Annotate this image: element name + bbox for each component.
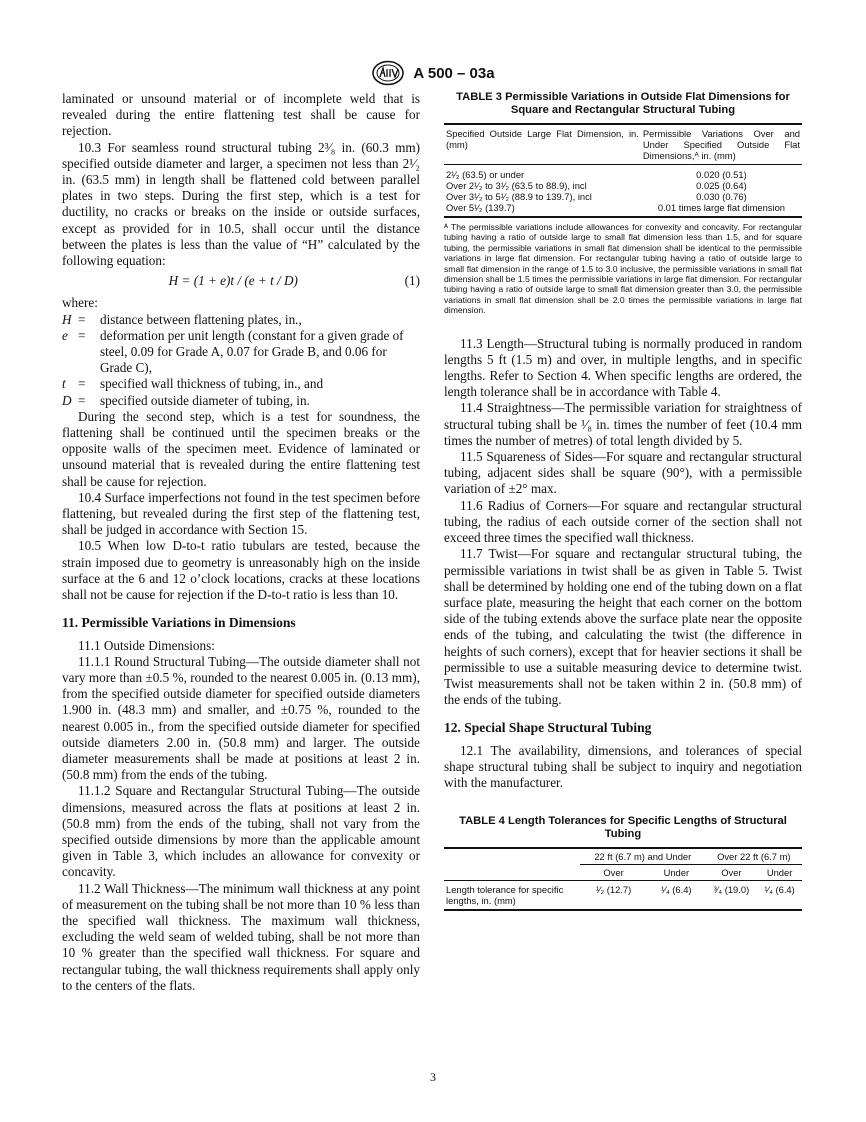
table-4-sub-header: Over xyxy=(580,865,647,881)
paragraph-11-3: 11.3 Length—Structural tubing is normally produced in random lengths 5 ft (1.5 m) and over, in multiple lengths, and in specific lengths. Refer to Section 4. When specific lengths are ordered, the length tolerance shall be in accordance with Table 4. xyxy=(444,335,802,400)
section-12-heading: 12. Special Shape Structural Tubing xyxy=(444,720,652,736)
table-row: 2¹⁄₂ (63.5) or under 0.020 (0.51) xyxy=(446,169,747,180)
paragraph-11-2: 11.2 Wall Thickness—The minimum wall thickness at any point of measurement on the tubing shall be not more than 10 % less than the specified wall thickness. The maximum wall thickness, excluding the weld seam of welded tubing, shall be not more than 10 % greater than the specified wall thickness. For square and rectangular tubing, the wall thickness requirements shall apply only to the centers of the flats. xyxy=(62,880,420,993)
paragraph-10-5: 10.5 When low D-to-t ratio tubulars are tested, because the strain imposed due to geometry is unreasonably high on the inside surface at the 6 and 12 o’clock locations, cracks at these locations shall not be cause for rejection if the D-to-t ratio is less than 10. xyxy=(62,538,420,603)
paragraph-11-7: 11.7 Twist—For square and rectangular structural tubing, the permissible variations in twist shall be as given in Table 5. Twist shall be determined by holding one end of the tubing down on a flat surface plate, measuring the height that each corner on the bottom side of the tubing extends above the surface plate near the opposite ends of the tubing, and calculating the twist (the difference in heights of such corners), except that for heavier sections it shall be permissible to use a suitable measuring device to determine twist. Twist measurements shall not be taken within 2 in. (50.8 mm) of the ends of the tubing. xyxy=(444,546,802,708)
paragraph-12-1: 12.1 The availability, dimensions, and tolerances of special shape structural tubing shall be subject to inquiry and negotiation with the manufacturer. xyxy=(444,742,802,790)
page-number: 3 xyxy=(430,1070,436,1084)
table-row: Over 5¹⁄₂ (139.7) 0.01 times large flat dimension xyxy=(446,202,786,213)
left-column xyxy=(62,91,420,994)
equation-1 xyxy=(62,273,420,289)
page-header xyxy=(0,60,866,86)
table-3-title: TABLE 3 Permissible Variations in Outside Flat Dimensions for Square and Rectangular Structural Tubing xyxy=(456,91,790,116)
table-3-col-variation: Permissible Variations Over and Under Specified Outside Flat Dimensions,ᴬ in. (mm) xyxy=(641,124,802,165)
definition-D: D = specified outside diameter of tubing, in. xyxy=(62,392,310,408)
table-4-title: TABLE 4 Length Tolerances for Specific Lengths of Structural Tubing xyxy=(459,815,787,841)
table-4-sub-header: Under xyxy=(757,865,802,881)
table-3-col-dimension: Specified Outside Large Flat Dimension, in. (mm) xyxy=(444,124,641,165)
paragraph-11-1-2: 11.1.2 Square and Rectangular Structural Tubing—The outside dimensions, measured across the flats at positions at least 2 in. (50.8 mm) from the ends of the tubing, shall not vary from the specified outside dimensions by more than the applicable amount given in Table 3, which includes an allowance for convexity or concavity. xyxy=(62,783,420,880)
table-4-group-over: Over 22 ft (6.7 m) xyxy=(706,848,802,865)
section-11-heading: 11. Permissible Variations in Dimensions xyxy=(62,615,296,631)
definition-t: t = specified wall thickness of tubing, in., and xyxy=(62,376,324,392)
paragraph-continued: laminated or unsound material or of incomplete weld that is revealed during the entire flattening test shall be cause for rejection. xyxy=(62,91,420,139)
paragraph-10-3: 10.3 For seamless round structural tubing 2³⁄₈ in. (60.3 mm) specified outside diameter and larger, a specimen not less than 2¹⁄₂ in. (63.5 mm) in length shall be flattened cold between parallel plates in two steps. During the first step, which is a test for ductility, no cracks or breaks on the inside or outside surfaces, except as provided for in 10.5, shall occur until the distance between the plates is less than the value of “H” calculated by the following equation: xyxy=(62,139,420,269)
table-3 xyxy=(444,123,802,218)
paragraph-11-1: 11.1 Outside Dimensions: xyxy=(78,637,215,653)
paragraph-11-6: 11.6 Radius of Corners—For square and rectangular structural tubing, the radius of each outside corner of the section shall not exceed three times the specified wall thickness. xyxy=(444,497,802,546)
definition-e: e = deformation per unit length (constant for a given grade of steel, 0.09 for Grade A, 0.07 for Grade B, and 0.06 for Grade C), xyxy=(62,327,404,376)
table-4-sub-header: Under xyxy=(647,865,706,881)
paragraph-10-4: 10.4 Surface imperfections not found in the test specimen before flattening, but revealed during the first step of the flattening test, shall be judged in accordance with Section 15. xyxy=(62,489,420,538)
table-4-group-under: 22 ft (6.7 m) and Under xyxy=(580,848,706,865)
paragraph-11-4: 11.4 Straightness—The permissible variation for straightness of structural tubing shall be ¹⁄₈ in. times the number of feet (10.4 mm times the number of metres) of total length divided by 5. xyxy=(444,400,802,448)
paragraph-11-5: 11.5 Squareness of Sides—For square and rectangular structural tubing, adjacent sides shall be square (90°), with a permissible variation of ±2° max. xyxy=(444,449,802,497)
right-column xyxy=(444,91,802,911)
paragraph-11-1-1: 11.1.1 Round Structural Tubing—The outside diameter shall not vary more than ±0.5 %, rounded to the nearest 0.005 in. (0.13 mm), from the specified outside diameter for specified outside diameters 1.900 in. (48.3 mm) and smaller, and ±0.75 %, rounded to the nearest 0.005 in., from the specified outside diameter for specified outside diameters 2.00 in. (50.8 mm) and larger. The outside diameter measurements shall be made at positions at least 2 in. (50.8 mm) from the ends of the tubing. xyxy=(62,653,420,783)
table-4-sub-header: Over xyxy=(706,865,758,881)
designation: A 500 – 03a xyxy=(413,64,495,82)
paragraph-second-step: During the second step, which is a test for soundness, the flattening shall be continued until the specimen breaks or the opposite walls of the specimen meet. Evidence of laminated or unsound material that is revealed during the entire flattening test shall be cause for rejection. xyxy=(62,408,420,489)
table-3-footnote: ᴬ The permissible variations include allowances for convexity and concavity. For rectangular tubing having a ratio of outside large to small flat dimension less than 1.5, and for square tubing, the permissible variations in small flat dimension shall be identical to the permissible variations in large flat dimension. For rectangular tubing having a ratio of outside large to small flat dimension in the range of 1.5 to 3.0 inclusive, the permissible variations in small flat dimension shall be 1.5 times the permissible variations in large flat dimension. For rectangular tubing having a ratio of outside large to small flat dimension greater than 3.0, the permissible variations in small flat dimension shall be 2.0 times the permissible variations in large flat dimension. xyxy=(444,222,802,316)
table-row: Over 2¹⁄₂ to 3¹⁄₂ (63.5 to 88.9), incl 0.025 (0.64) xyxy=(446,180,747,191)
table-4 xyxy=(444,847,802,911)
definition-H: H = distance between flattening plates, in., xyxy=(62,311,302,327)
astm-logo-icon xyxy=(371,60,405,86)
equation-number: (1) xyxy=(404,273,420,289)
table-row: Length tolerance for specific lengths, in. (mm) ¹⁄₂ (12.7) ¹⁄₄ (6.4) ³⁄₄ (19.0) ¹⁄₄ (6.4) xyxy=(446,884,795,907)
table-row: Over 3¹⁄₂ to 5¹⁄₂ (88.9 to 139.7), incl 0.030 (0.76) xyxy=(446,191,747,202)
where-label: where: xyxy=(62,295,98,311)
equation-formula: H = (1 + e)t / (e + t / D) xyxy=(168,273,298,289)
